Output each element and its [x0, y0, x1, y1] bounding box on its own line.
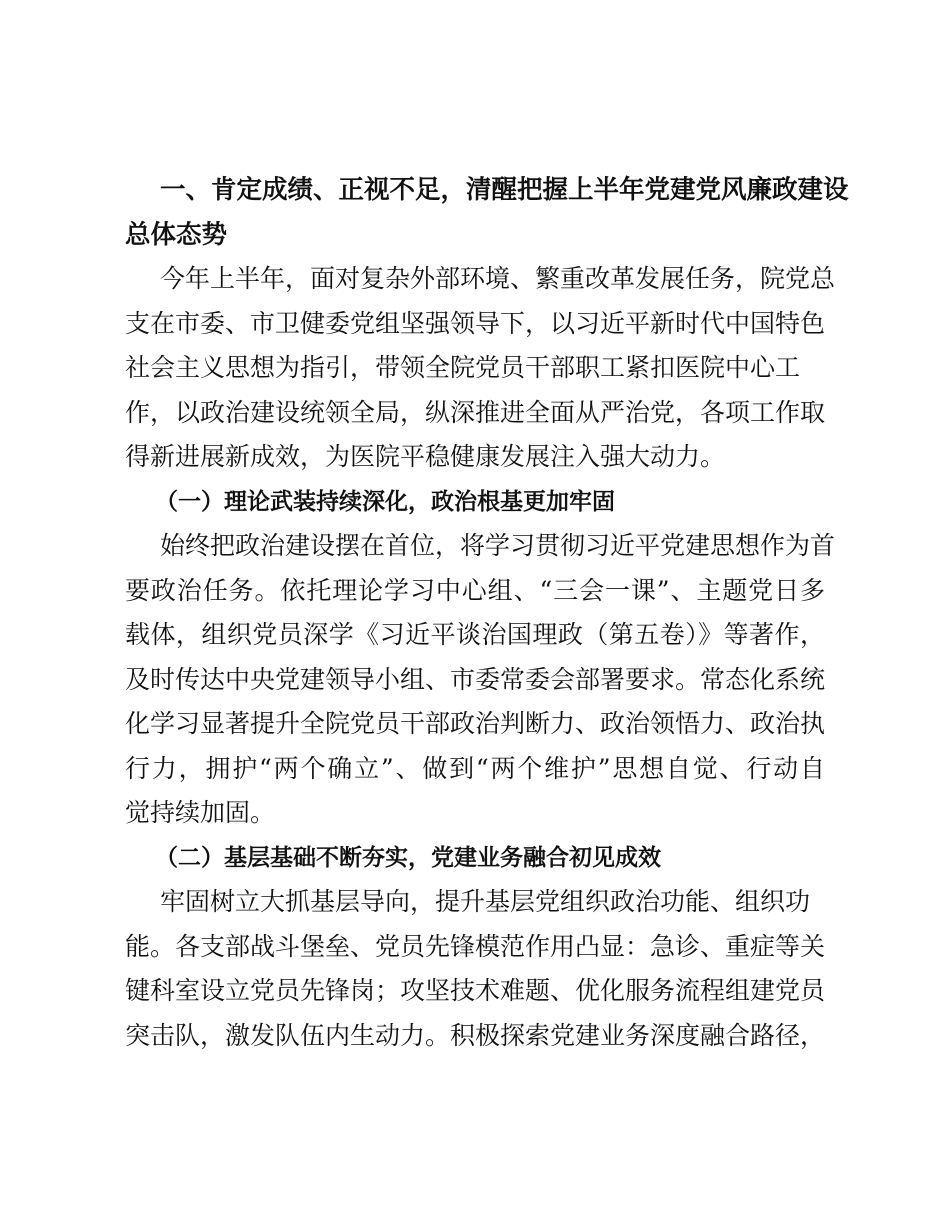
paragraph-line: 社会主义思想为指引，带领全院党员干部职工紧扣医院中心工: [125, 353, 801, 382]
paragraph-line: 觉持续加固。: [125, 798, 276, 827]
paragraph-line: 能。各支部战斗堡垒、党员先锋模范作用凸显：急诊、重症等关: [125, 931, 826, 961]
paragraph-line: 得新进展新成效，为医院平稳健康发展注入强大动力。: [125, 442, 726, 471]
paragraph-line: 今年上半年，面对复杂外部环境、繁重改革发展任务，院党总: [160, 264, 836, 293]
heading-line: 一、肯定成绩、正视不足，清醒把握上半年党建党风廉政建设: [160, 175, 849, 205]
paragraph-line: 载体，组织党员深学《习近平谈治国理政（第五卷）》等著作，: [125, 620, 825, 649]
paragraph-line: 支在市委、市卫健委党组坚强领导下，以习近平新时代中国特色: [125, 308, 826, 338]
paragraph-line: 及时传达中央党建领导小组、市委常委会部署要求。常态化系统: [125, 664, 826, 694]
section-title: （一）理论武装持续深化，政治根基更加牢固: [155, 487, 615, 515]
section-title: （二）基层基础不断夯实，党建业务融合初见成效: [155, 843, 661, 871]
paragraph-line: 要政治任务。依托理论学习中心组、“三会一课”、主题党日多: [125, 575, 825, 605]
paragraph-line: 牢固树立大抓基层导向，提升基层党组织政治功能、组织功: [160, 887, 811, 916]
paragraph-line: 行力，拥护“两个确立”、做到“两个维护”思想自觉、行动自: [125, 753, 825, 783]
heading-line: 总体态势: [125, 219, 228, 250]
paragraph-line: 键科室设立党员先锋岗；攻坚技术难题、优化服务流程组建党员: [125, 976, 826, 1005]
paragraph-line: 作，以政治建设统领全局，纵深推进全面从严治党，各项工作取: [125, 397, 826, 427]
paragraph-line: 始终把政治建设摆在首位，将学习贯彻习近平党建思想作为首: [160, 531, 836, 560]
document-page: [125, 168, 849, 1058]
paragraph-line: 突击队，激发队伍内生动力。积极探索党建业务深度融合路径，: [125, 1020, 826, 1050]
paragraph-line: 化学习显著提升全院党员干部政治判断力、政治领悟力、政治执: [125, 709, 826, 738]
